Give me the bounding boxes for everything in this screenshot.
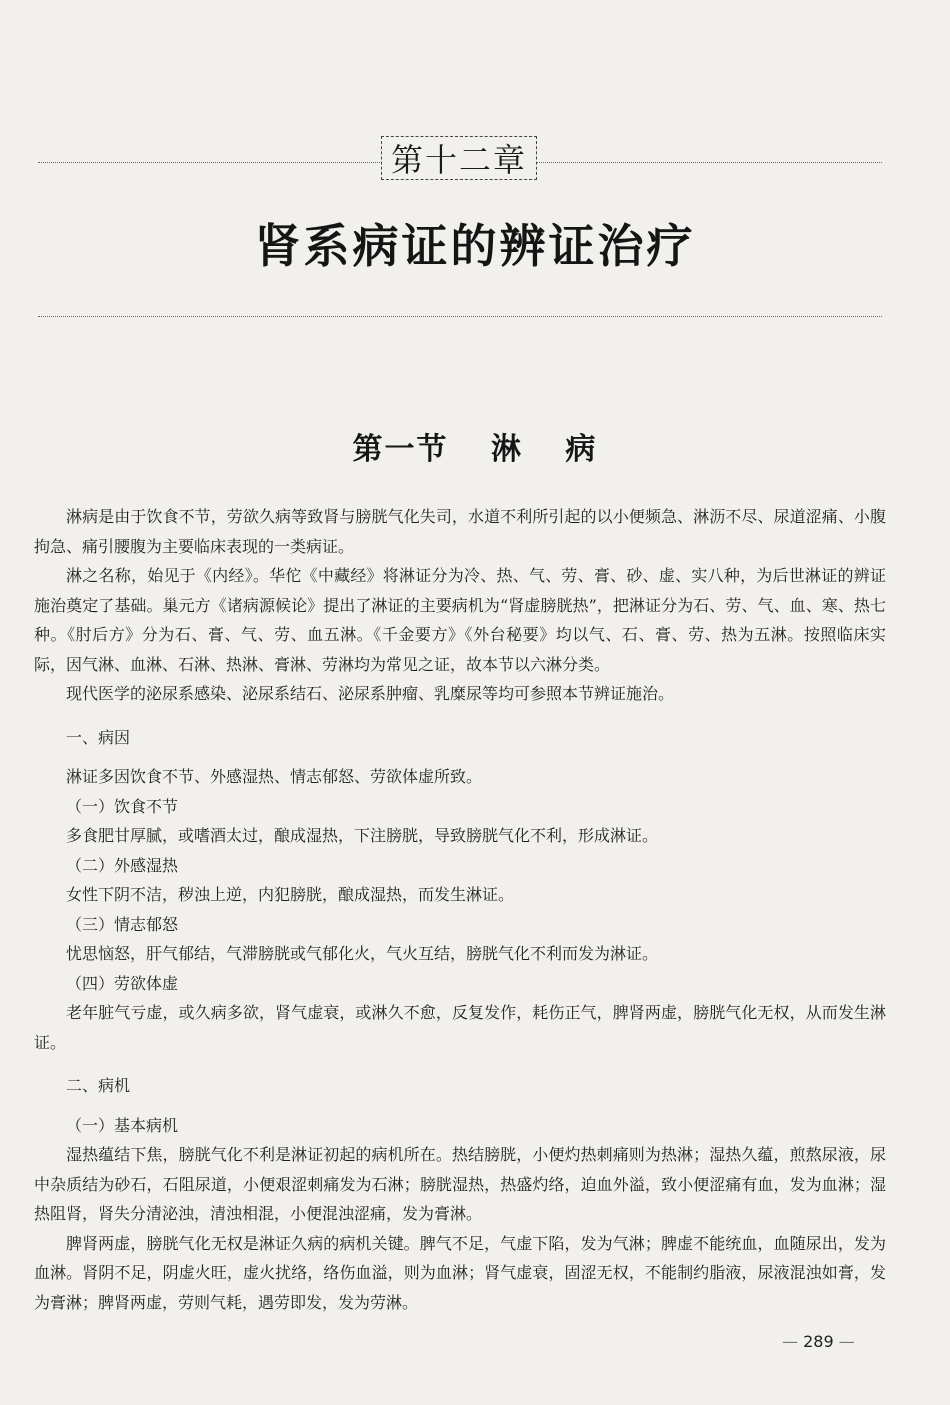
paragraph-pathogenesis-initial: 湿热蕴结下焦，膀胱气化不利是淋证初起的病机所在。热结膀胱，小便灼热刺痛则为热淋；湿热久蕴，煎熬尿液，尿中杂质结为砂石，石阻尿道，小便艰涩刺痛发为石淋；膀胱湿热，热盛灼络，迫血外溢，致小便涩痛有血，发为血淋；湿热阻肾，肾失分清泌浊，清浊相混，小便混浊涩痛，发为膏淋。	[34, 1145, 886, 1223]
subheading-fatigue-deficiency: （四）劳欲体虚	[66, 973, 179, 993]
subheading-basic-pathogenesis: （一）基本病机	[66, 1115, 179, 1135]
page-number-value: 289	[803, 1332, 834, 1351]
paragraph-modern-medicine: 现代医学的泌尿系感染、泌尿系结石、泌尿系肿瘤、乳糜尿等均可参照本节辨证施治。	[66, 684, 675, 703]
subheading-external-damp-heat: （二）外感湿热	[66, 855, 179, 875]
chapter-title: 肾系病证的辨证治疗	[254, 219, 696, 273]
body-text	[34, 502, 886, 1317]
heading-etiology: 一、病因	[66, 727, 131, 747]
chapter-rule-bottom	[38, 316, 882, 317]
page-number: — 289 —	[782, 1332, 855, 1351]
subheading-diet: （一）饮食不节	[66, 796, 179, 816]
paragraph-external-damp-heat: 女性下阴不洁，秽浊上逆，内犯膀胱，酿成湿热，而发生淋证。	[66, 885, 515, 904]
heading-pathogenesis: 二、病机	[66, 1076, 131, 1095]
section-title: 第一节 淋 病	[352, 432, 598, 467]
paragraph-definition: 淋病是由于饮食不节，劳欲久病等致肾与膀胱气化失司，水道不利所引起的以小便频急、淋沥不尽、尿道涩痛、小腹拘急、痛引腰腹为主要临床表现的一类病证。	[34, 507, 886, 556]
paragraph-pathogenesis-chronic: 脾肾两虚，膀胱气化无权是淋证久病的病机关键。脾气不足，气虚下陷，发为气淋；脾虚不能统血，血随尿出，发为血淋。肾阴不足，阴虚火旺，虚火扰络，络伤血溢，则为血淋；肾气虚衰，固涩无权，不能制约脂液，尿液混浊如膏，发为膏淋；脾肾两虚，劳则气耗，遇劳即发，发为劳淋。	[34, 1233, 886, 1312]
paragraph-emotion: 忧思恼怒，肝气郁结，气滞膀胱或气郁化火，气火互结，膀胱气化不利而发为淋证。	[66, 944, 659, 963]
paragraph-etiology-intro: 淋证多因饮食不节、外感湿热、情志郁怒、劳欲体虚所致。	[66, 767, 483, 786]
chapter-label: 第十二章	[381, 136, 537, 180]
subheading-emotion: （三）情志郁怒	[66, 914, 179, 934]
paragraph-history: 淋之名称，始见于《内经》。华佗《中藏经》将淋证分为冷、热、气、劳、膏、砂、虚、实八种，为后世淋证的辨证施治奠定了基础。巢元方《诸病源候论》提出了淋证的主要病机为“肾虚膀胱热”，把淋证分为石、劳、气、血、寒、热七种。《肘后方》分为石、膏、气、劳、血五淋。《千金要方》《外台秘要》均以气、石、膏、劳、热为五淋。按照临床实际，因气淋、血淋、石淋、热淋、膏淋、劳淋均为常见之证，故本节以六淋分类。	[34, 566, 886, 674]
paragraph-fatigue-deficiency: 老年脏气亏虚，或久病多欲，肾气虚衰，或淋久不愈，反复发作，耗伤正气，脾肾两虚，膀胱气化无权，从而发生淋证。	[34, 1003, 886, 1052]
paragraph-diet: 多食肥甘厚腻，或嗜酒太过，酿成湿热，下注膀胱，导致膀胱气化不利，形成淋证。	[66, 826, 659, 845]
